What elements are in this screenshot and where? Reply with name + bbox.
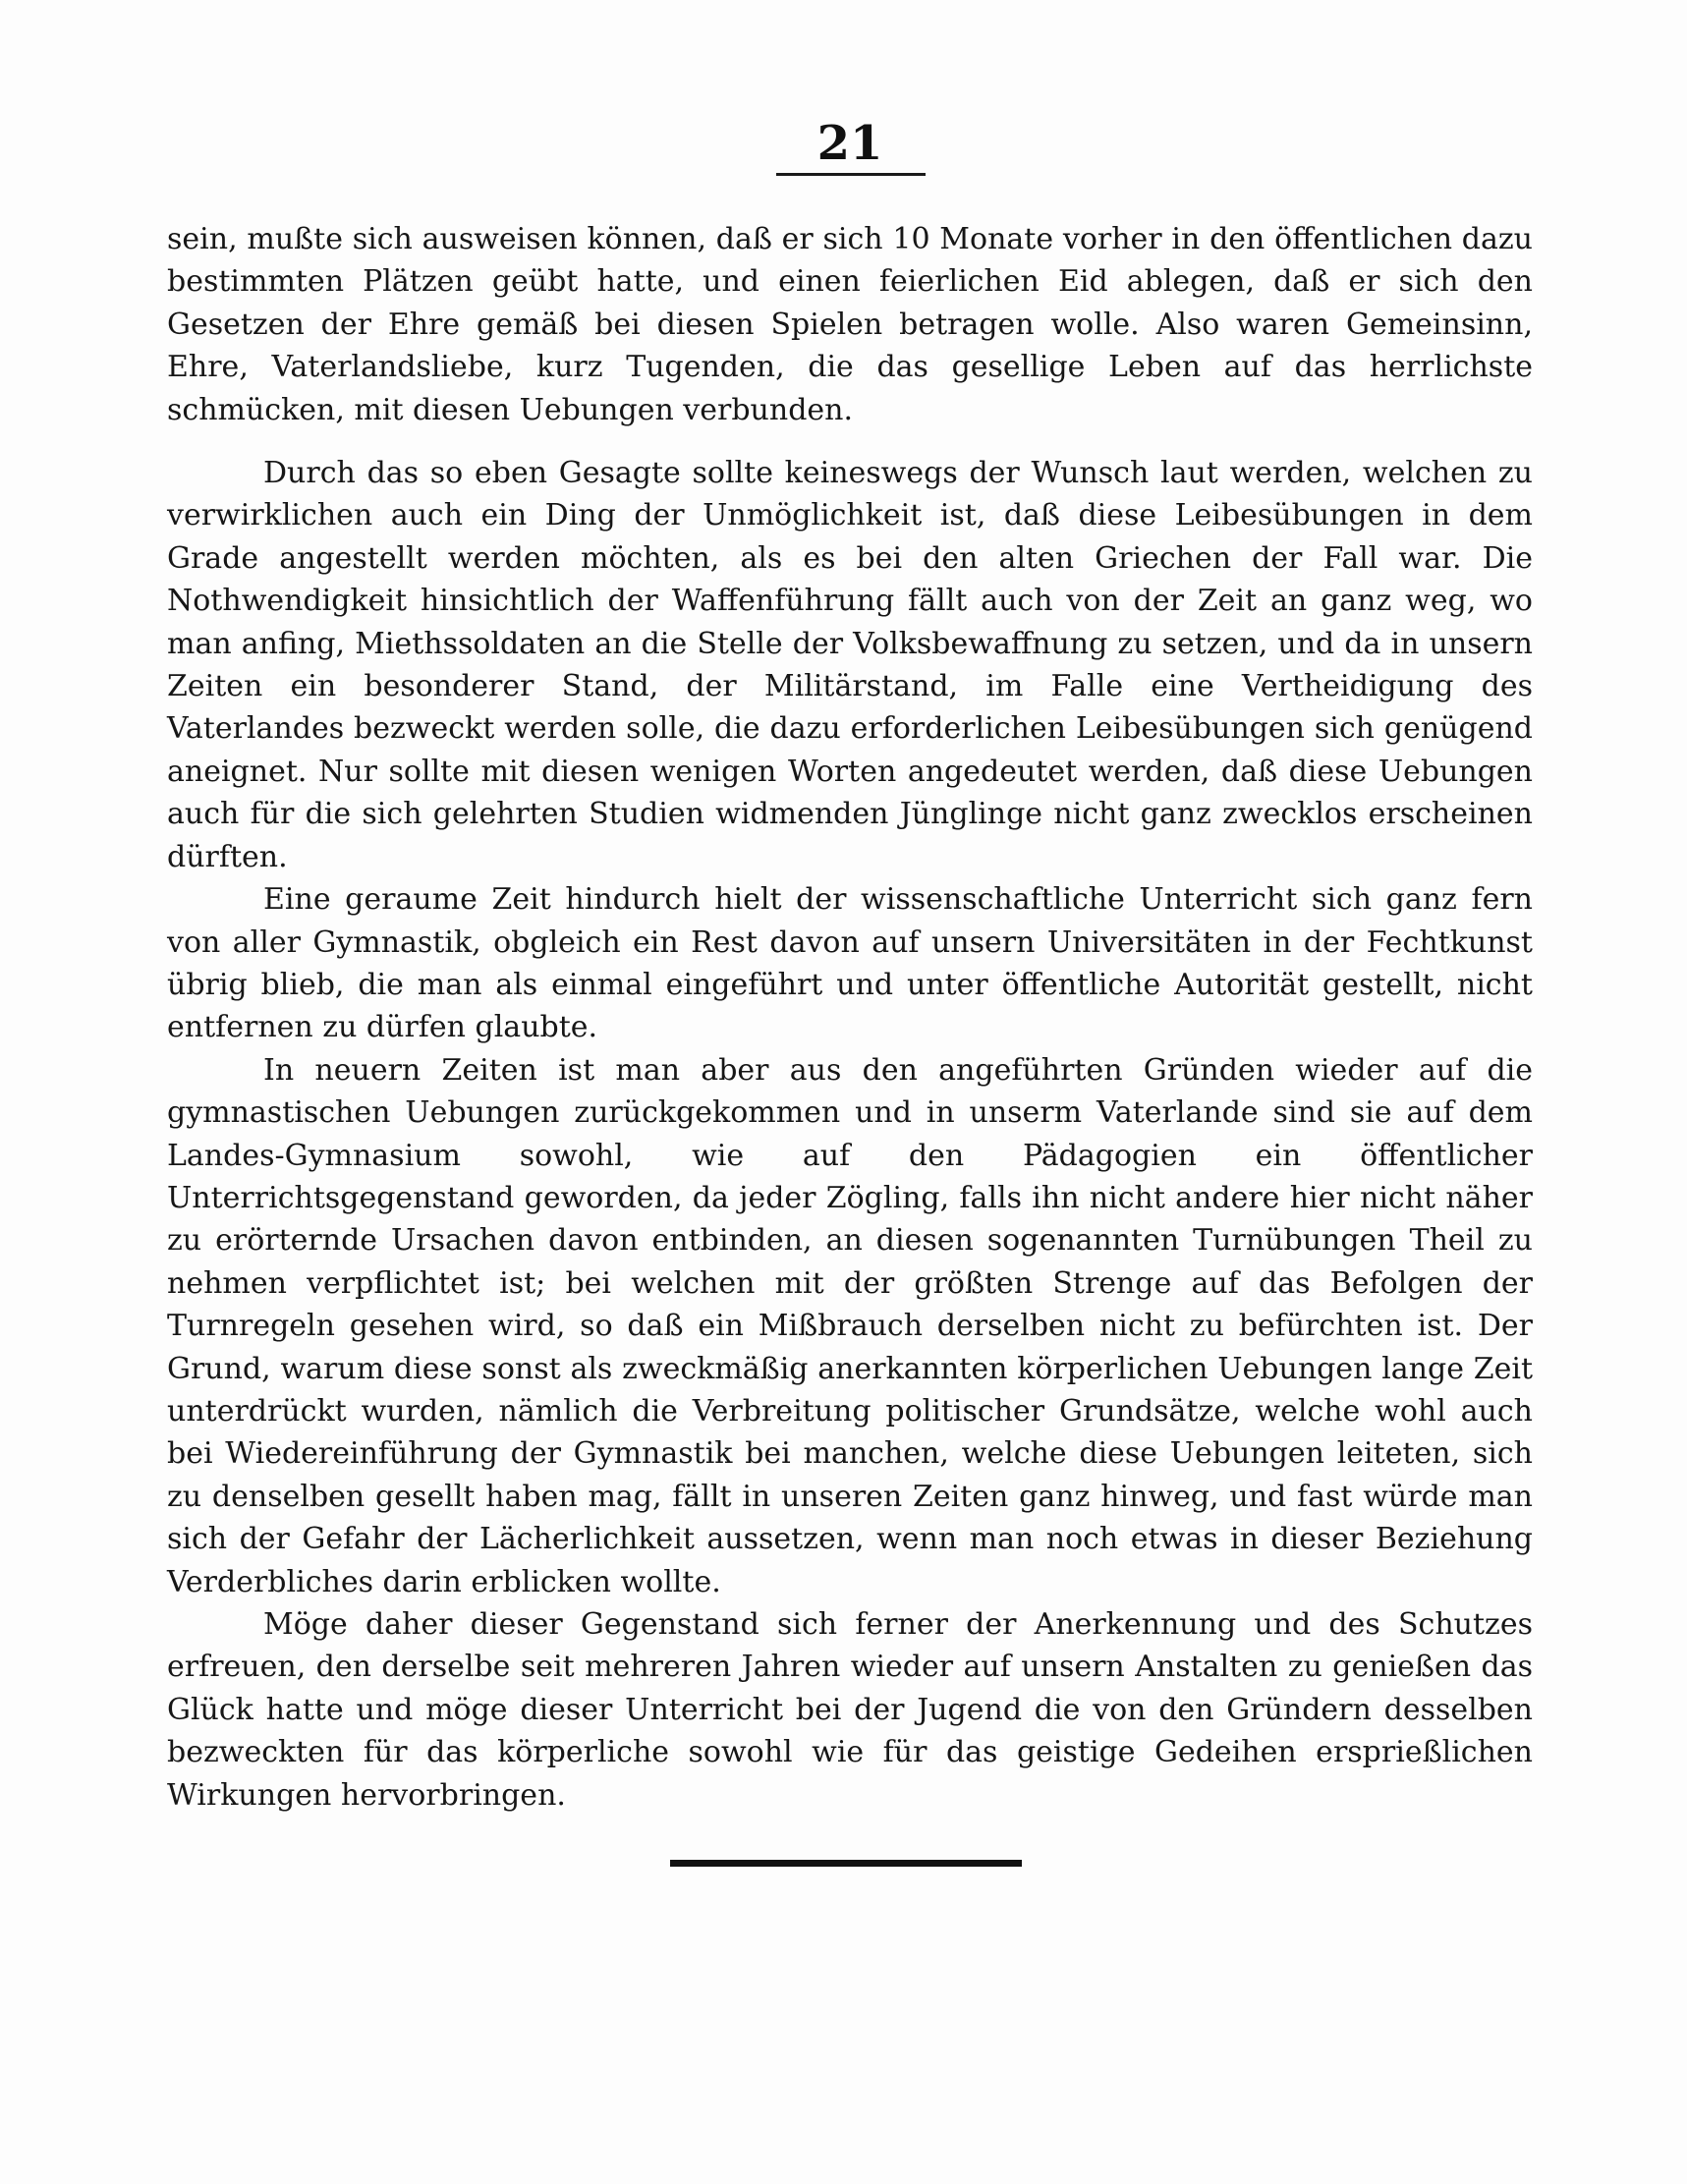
paragraph-1: sein, mußte sich ausweisen können, daß er sich 10 Monate vorher in den öffentlichen dazu bestimmten Plätzen geübt hatte, und einen feierlichen Eid ablegen, daß er sich den Gesetzen der Ehre gemäß bei diesen Spielen betragen wolle. Also waren Gemeinsinn, Ehre, Vaterlandsliebe, kurz Tugenden, die das gesellige Leben auf das herrlichste schmücken, mit diesen Uebungen verbunden.	[167, 222, 1533, 427]
closing-rule	[670, 1860, 1022, 1867]
paragraph-4: In neuern Zeiten ist man aber aus den angeführten Gründen wieder auf die gymnastischen Uebungen zurückgekommen und in unserm Vaterlande sind sie auf dem Landes-Gymnasium sowohl, wie auf den Pädagogien ein öffentlicher Unterrichtsgegenstand geworden, da jeder Zögling, falls ihn nicht andere hier nicht näher zu erörternde Ursachen davon entbinden, an diesen sogenannten Turnübungen Theil zu nehmen verpflichtet ist; bei welchen mit der größten Strenge auf das Befolgen der Turnregeln gesehen wird, so daß ein Mißbrauch derselben nicht zu befürchten ist. Der Grund, warum diese sonst als zweckmäßig anerkannten körperlichen Uebungen lange Zeit unterdrückt wurden, nämlich die Verbreitung politischer Grundsätze, welche wohl auch bei Wiedereinführung der Gymnastik bei manchen, welche diese Uebungen leiteten, sich zu denselben gesellt haben mag, fällt in unseren Zeiten ganz hinweg, und fast würde man sich der Gefahr der Lächerlichkeit aussetzen, wenn man noch etwas in dieser Beziehung Verderbliches darin erblicken wollte.	[167, 1052, 1533, 1599]
paragraph-2: Durch das so eben Gesagte sollte keineswegs der Wunsch laut werden, welchen zu verwirklichen auch ein Ding der Unmöglichkeit ist, daß diese Leibesübungen in dem Grade angestellt werden möchten, als es bei den alten Griechen der Fall war. Die Nothwendigkeit hinsichtlich der Waffenführung fällt auch von der Zeit an ganz weg, wo man anfing, Miethssoldaten an die Stelle der Volksbewaffnung zu setzen, und da in unsern Zeiten ein besonderer Stand, der Militärstand, im Falle eine Vertheidigung des Vaterlandes bezweckt werden solle, die dazu erforderlichen Leibesübungen sich genügend aneignet. Nur sollte mit diesen wenigen Worten angedeutet werden, daß diese Uebungen auch für die sich gelehrten Studien widmenden Jünglinge nicht ganz zwecklos erscheinen dürften.	[167, 456, 1533, 874]
page-number-underline	[776, 173, 926, 176]
page-number: 21	[816, 116, 883, 171]
paragraph-5: Möge daher dieser Gegenstand sich ferner der Anerkennung und des Schutzes erfreuen, den derselbe seit mehreren Jahren wieder auf unsern Anstalten zu genießen das Glück hatte und möge dieser Unterricht bei der Jugend die von den Gründern desselben bezweckten für das körperliche sowohl wie für das geistige Gedeihen ersprießlichen Wirkungen hervorbringen.	[167, 1607, 1533, 1813]
body-text	[167, 218, 1533, 1817]
paragraph-3: Eine geraume Zeit hindurch hielt der wissenschaftliche Unterricht sich ganz fern von aller Gymnastik, obgleich ein Rest davon auf unsern Universitäten in der Fechtkunst übrig blieb, die man als einmal eingeführt und unter öffentliche Autorität gestellt, nicht entfernen zu dürfen glaubte.	[167, 882, 1533, 1045]
